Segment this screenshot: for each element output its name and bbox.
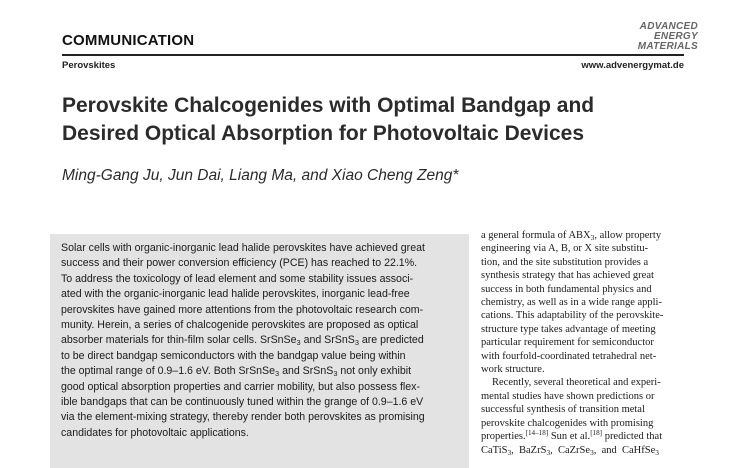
article-title (62, 92, 682, 148)
text-line: via the element-mixing strategy, thereby render both perovskites as promising (61, 411, 425, 424)
text-line: synthesis strategy that has achieved great (481, 270, 654, 282)
text-line: the optimal range of 0.9–1.6 eV. Both SrSnSe$_3$ and SrSnS$_3$ not only exhibit (61, 365, 412, 379)
journal-logo (600, 22, 698, 52)
text-line: perovskites have gained more attentions from the photovoltaic research com- (61, 303, 424, 316)
text-line: a general formula of $ABX_3$, allow property (481, 230, 662, 242)
body-paragraph (481, 229, 696, 376)
text-line: work structure. (481, 364, 545, 376)
text-line: to be direct bandgap semiconductors with the bandgap value being within (61, 349, 406, 362)
text-line: engineering via A, B, or X site substitu- (481, 243, 649, 255)
text-line: absorber materials for thin-film solar cells. SrSnSe$_3$ and SrSnS$_3$ are predicted (61, 334, 424, 348)
text-line: good optical absorption properties and carrier mobility, but also possess flex- (61, 380, 420, 393)
title-line: Perovskite Chalcogenides with Optimal Bandgap and (62, 94, 595, 117)
text-line: with fourfold-coordinated tetrahedral net- (481, 350, 657, 362)
text-line: Solar cells with organic-inorganic lead halide perovskites have achieved great (61, 242, 425, 254)
article-category: COMMUNICATION (62, 32, 195, 49)
section-label: Perovskites (62, 60, 116, 71)
text-line: Recently, several theoretical and experi- (492, 377, 661, 389)
text-line: ated with the organic-inorganic lead halide perovskites, inorganic lead-free (61, 288, 410, 301)
text-line: munity. Herein, a series of chalcogenide perovskites are proposed as optical (61, 319, 419, 332)
title-line: Desired Optical Absorption for Photovoltaic Devices (62, 122, 584, 145)
text-line: particular requirement for semiconductor (481, 337, 654, 349)
text-line: cations. This adaptability of the perovskite- (481, 310, 664, 322)
journal-url[interactable]: www.advenergymat.de (581, 60, 684, 71)
logo-line: ADVANCED (639, 21, 698, 32)
text-line: mental studies have shown predictions or (481, 390, 655, 402)
abstract-text (61, 241, 466, 441)
text-line: properties.[14–18] Sun et al.[18] predicted that (481, 429, 663, 443)
body-column (481, 229, 696, 457)
text-line: success and their power conversion efficiency (PCE) has reached to 22.1%. (61, 257, 418, 270)
logo-line: ENERGY (653, 31, 698, 42)
text-line: To address the toxicology of lead element and some stability issues associ- (61, 272, 414, 285)
author-list: Ming-Gang Ju, Jun Dai, Liang Ma, and Xiao Cheng Zeng* (62, 167, 459, 184)
text-line: successful synthesis of transition metal (481, 404, 645, 416)
body-paragraph (481, 376, 696, 456)
text-line: perovskite chalcogenides with promising (481, 417, 654, 429)
text-line: chemistry, as well as in a wide range appli- (481, 297, 662, 309)
text-line: ible bandgaps that can be continuously tuned within the grange of 0.9–1.6 eV (61, 396, 424, 409)
text-line: success in both fundamental physics and (481, 283, 652, 295)
text-line: candidates for photovoltaic applications. (61, 426, 249, 439)
header-rule (62, 54, 684, 56)
text-line: CaTiS$_3$, BaZrS$_3$, CaZrSe$_3$, and CaHfSe$_3$ (481, 444, 659, 457)
text-line: tion, and the site substitution provides a (481, 256, 649, 268)
text-line: structure type takes advantage of meeting (481, 323, 656, 335)
logo-line: MATERIALS (637, 41, 698, 52)
